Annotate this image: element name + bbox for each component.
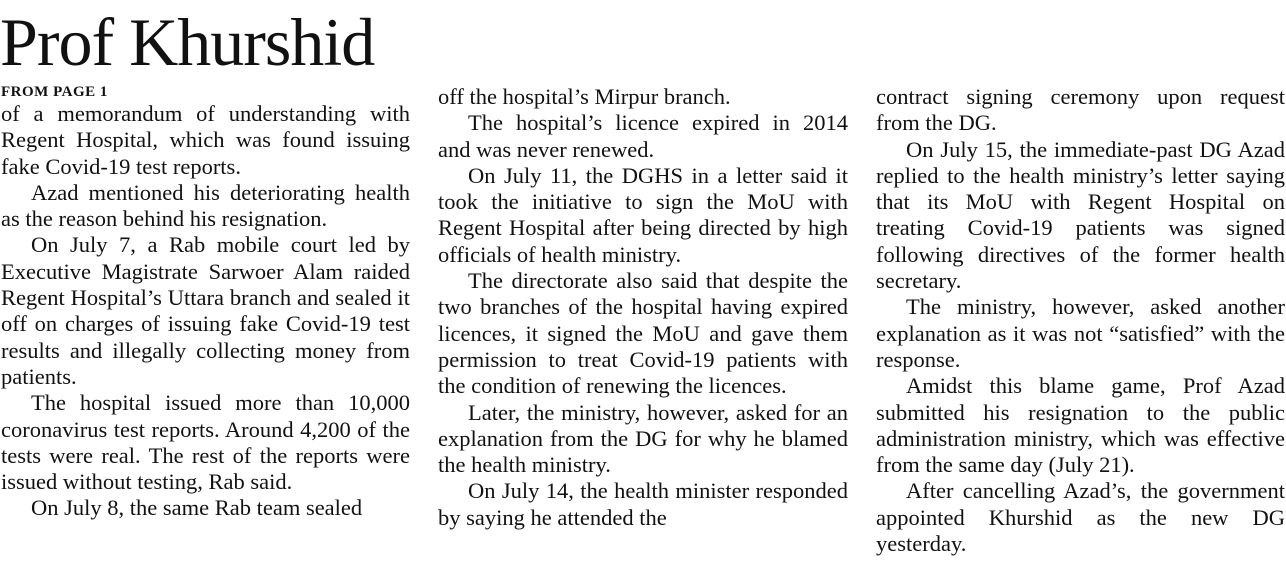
- paragraph: of a memorandum of understanding with Regent Hospital, which was found issuing fake Covid-19 test reports.: [1, 101, 410, 179]
- paragraph: Azad mentioned his deteriorating health as the reason behind his resignation.: [1, 179, 410, 232]
- paragraph: The directorate also said that despite the two branches of the hospital having expired licences, it signed the MoU and gave them permission to treat Covid-19 patients with the condition of renewing the licences.: [438, 268, 848, 399]
- article-column-3: [876, 84, 1285, 557]
- paragraph: On July 11, the DGHS in a letter said it took the initiative to sign the MoU with Regent Hospital after being directed by high officials of health ministry.: [438, 162, 848, 267]
- paragraph: Later, the ministry, however, asked for an explanation from the DG for why he blamed the health ministry.: [438, 399, 848, 478]
- paragraph: On July 14, the health minister responded by saying he attended the: [438, 478, 848, 530]
- paragraph: off the hospital’s Mirpur branch.: [438, 84, 731, 109]
- continuation-kicker: FROM PAGE 1: [1, 84, 108, 100]
- article-column-1: [1, 83, 410, 522]
- headline: Prof Khurshid: [0, 4, 375, 80]
- paragraph: On July 15, the immediate-past DG Azad replied to the health ministry’s letter saying that its MoU with Regent Hospital on treating Covid-19 patients was signed following directives of the former health secretary.: [876, 136, 1285, 294]
- article-column-2: [438, 84, 848, 531]
- paragraph: On July 8, the same Rab team sealed: [31, 495, 363, 521]
- paragraph: The ministry, however, asked another explanation as it was not “satisfied” with the response.: [876, 294, 1285, 372]
- paragraph: contract signing ceremony upon request from the DG.: [876, 84, 1285, 136]
- paragraph: After cancelling Azad’s, the government appointed Khurshid as the new DG yesterday.: [876, 478, 1285, 557]
- paragraph: Amidst this blame game, Prof Azad submitted his resignation to the public administration ministry, which was effective from the same day (July 21).: [876, 373, 1285, 478]
- paragraph: The hospital’s licence expired in 2014 and was never renewed.: [438, 110, 848, 162]
- paragraph: On July 7, a Rab mobile court led by Executive Magistrate Sarwoer Alam raided Regent Hospital’s Uttara branch and sealed it off on charges of issuing fake Covid-19 test results and illegally collecting money from patients.: [1, 232, 410, 389]
- paragraph: The hospital issued more than 10,000 coronavirus test reports. Around 4,200 of the tests were real. The rest of the reports were issued without testing, Rab said.: [1, 390, 410, 495]
